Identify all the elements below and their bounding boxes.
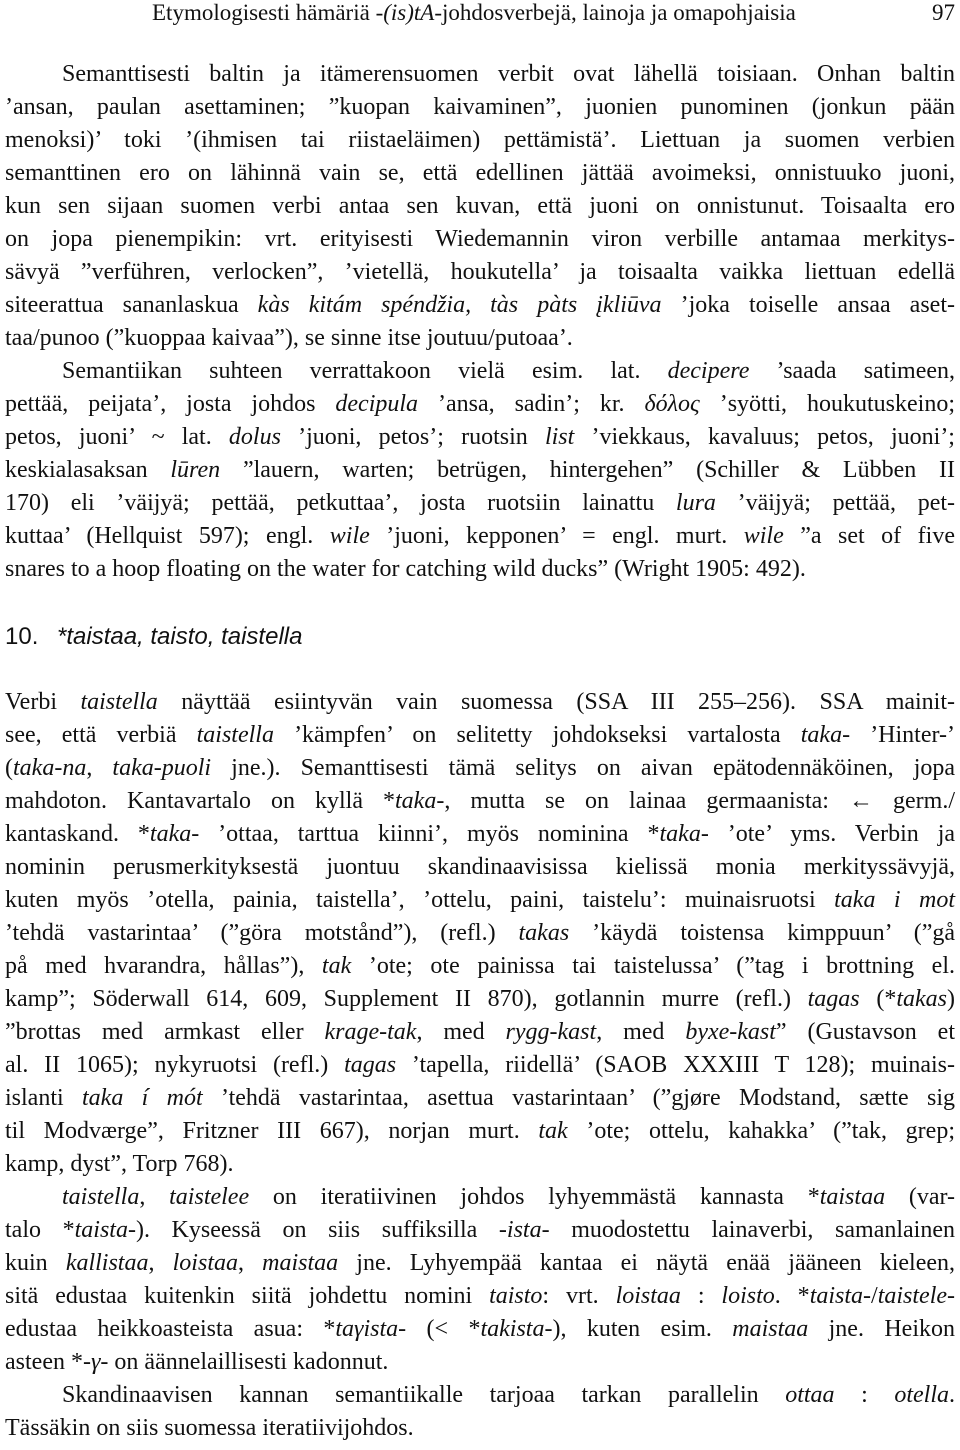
line-text: [5, 454, 955, 487]
text-line: [5, 520, 955, 553]
italic-term: taγista-: [335, 1316, 407, 1342]
text-run: nominin perusmerkityksestä juontuu skandinaavisissa kielissä monia merkityssävyjä,: [5, 854, 955, 880]
italic-term: taka-: [659, 821, 709, 847]
italic-term: tagas: [344, 1052, 397, 1078]
text-run: kun sen sijaan suomen verbi antaa sen kuvan, että juoni on onnistunut. Toisaalta ero: [5, 193, 955, 219]
text-line: [5, 190, 955, 223]
section-title: *taistaa, taisto, taistella: [57, 623, 303, 650]
italic-term: taistella: [80, 689, 158, 715]
text-line: [5, 1082, 955, 1115]
line-text: [5, 124, 955, 157]
italic-term: taka i mot: [834, 887, 955, 913]
italic-term: tak: [538, 1118, 568, 1144]
text-run: sävyä ”verführen, verlocken”, ’vietellä, houkutella’ ja toisaalta vaikka liettuan edellä: [5, 259, 955, 285]
italic-term: taistaa: [819, 1184, 886, 1210]
text-line: [5, 1115, 955, 1148]
text-line: [5, 355, 955, 388]
italic-term: wile: [329, 523, 370, 549]
paragraph: [5, 58, 955, 355]
text-run: keskialasaksan: [5, 457, 171, 483]
text-run: edustaa heikkoasteista asua: *: [5, 1316, 336, 1342]
text-run: asteen *: [5, 1349, 83, 1375]
text-run: pettää, peijata’, josta johdos: [5, 391, 336, 417]
line-text: [5, 289, 955, 322]
text-run: Semantiikan suhteen verrattakoon vielä esim. lat.: [62, 358, 668, 384]
text-run: ’ote’ yms. Verbin ja: [708, 821, 956, 847]
line-text: [5, 1280, 955, 1313]
text-run: ’ote; ote painissa tai taistelussa’ (”tag i brottning el.: [351, 953, 956, 979]
italic-term: taisto: [489, 1283, 543, 1309]
text-run: kuttaa’ (Hellquist 597); engl.: [5, 523, 330, 549]
italic-term: kallistaa: [65, 1250, 149, 1276]
italic-term: taka-puoli: [112, 755, 212, 781]
line-text: [62, 355, 955, 388]
text-run: petos, juoni’ ~ lat.: [5, 424, 229, 450]
text-run: ’syötti, houkutuskeino;: [699, 391, 955, 417]
line-text: [5, 752, 955, 785]
text-run: ’ansan, paulan asettaminen; ”kuopan kaivaminen”, juonien punominen (jonkun pään: [5, 94, 955, 120]
text-run: :: [834, 1382, 895, 1408]
text-run: kantaskand. *: [5, 821, 150, 847]
italic-term: taistella: [196, 722, 274, 748]
line-text: [5, 1049, 955, 1082]
italic-term: taistele-: [877, 1283, 956, 1309]
text-line: [5, 256, 955, 289]
text-run: al. II 1065); nykyruotsi (refl.): [5, 1052, 345, 1078]
text-line: [5, 983, 955, 1016]
italic-term: loistaa: [172, 1250, 238, 1276]
italic-term: -γ-: [82, 1349, 109, 1375]
text-run: Verbi: [5, 689, 81, 715]
line-text: [5, 785, 955, 818]
line-text: [5, 851, 955, 884]
italic-term: decipere: [667, 358, 750, 384]
text-run: kamp, dyst”, Torp 768).: [5, 1151, 234, 1177]
text-line: [5, 851, 955, 884]
text-line: [5, 1280, 955, 1313]
text-line: [5, 818, 955, 851]
text-run: ’tehdä vastarintaa’ (”göra motstånd”), (refl.): [5, 920, 519, 946]
text-run: semanttinen ero on lähinnä vain se, että edellinen jättää avoimeksi, onnistuuko juoni,: [5, 160, 955, 186]
text-run: , mutta se on lainaa germaanista: ← germ./: [444, 788, 955, 814]
line-text: [5, 256, 955, 289]
italic-term: rygg-kast: [505, 1019, 597, 1045]
text-run: jne.). Semanttisesti tämä selitys on aivan epätodennäköinen, jopa: [211, 755, 956, 781]
italic-term: tak: [321, 953, 352, 979]
text-run: (var-: [885, 1184, 955, 1210]
line-text: [5, 223, 955, 256]
text-run: : vrt.: [542, 1283, 616, 1309]
italic-term: takas: [518, 920, 570, 946]
text-line: [5, 1181, 955, 1214]
text-line: [5, 553, 955, 586]
text-run: kuin: [5, 1250, 66, 1276]
text-line: [5, 1346, 955, 1379]
text-run: ,: [86, 755, 113, 781]
text-run: (: [5, 755, 13, 781]
text-run: Etymologisesti hämäriä: [152, 0, 376, 25]
text-run: .: [949, 1382, 955, 1408]
text-run: ”lauern, warten; betrügen, hintergehen” (Schiller & Lübben II: [220, 457, 955, 483]
italic-term: taka-na: [13, 755, 87, 781]
italic-term: tagas: [807, 986, 860, 1012]
text-line: [5, 785, 955, 818]
italic-term: loisto: [721, 1283, 775, 1309]
text-line: [5, 1049, 955, 1082]
text-run: /: [871, 1283, 878, 1309]
text-run: ’väijyä; pettää, pet-: [715, 490, 955, 516]
text-run: , med: [416, 1019, 506, 1045]
text-line: [5, 124, 955, 157]
text-run: ’viekkaus, kavaluus; petos, juoni’;: [574, 424, 955, 450]
text-line: [5, 91, 955, 124]
italic-term: wile: [743, 523, 784, 549]
line-text: [62, 58, 955, 91]
italic-term: dolus: [228, 424, 281, 450]
text-line: [5, 1379, 955, 1412]
text-line: [5, 1313, 955, 1346]
text-run: ,: [148, 1250, 173, 1276]
line-text: [5, 1247, 955, 1280]
italic-term: taistelee: [169, 1184, 250, 1210]
page-number: 97: [932, 0, 955, 25]
italic-term: ottaa: [785, 1382, 835, 1408]
line-text: [5, 322, 573, 355]
text-run: ”a set of five: [783, 523, 955, 549]
section-number: 10.: [5, 623, 39, 650]
italic-term: taistella: [62, 1184, 140, 1210]
italic-term: takas: [896, 986, 947, 1012]
line-text: [5, 1412, 414, 1445]
text-line: [5, 289, 955, 322]
text-run: ), kuten esim.: [552, 1316, 733, 1342]
line-text: [62, 1181, 955, 1214]
text-run: ’joka toiselle ansaa aset-: [661, 292, 955, 318]
text-run: ): [947, 986, 955, 1012]
text-line: [5, 719, 955, 752]
text-line: [5, 454, 955, 487]
text-line: [5, 686, 955, 719]
text-run: jne. Heikon: [808, 1316, 955, 1342]
line-text: [5, 1148, 234, 1181]
text-run: ). Kyseessä on siis suffiksilla: [135, 1217, 499, 1243]
text-run: ’käydä toistensa kimppuun’ (”gå: [569, 920, 955, 946]
line-text: [5, 884, 955, 917]
paragraph: [5, 686, 955, 1181]
text-run: siteerattua sananlaskua: [5, 292, 258, 318]
text-line: [5, 157, 955, 190]
section-heading: [5, 620, 955, 653]
italic-term: taka-: [395, 788, 445, 814]
text-line: [5, 1247, 955, 1280]
text-run: taa/punoo (”kuoppaa kaivaa”), se sinne itse joutuu/putoaa’.: [5, 325, 573, 351]
line-text: [5, 917, 955, 950]
text-run: Skandinaavisen kannan semantiikalle tarjoaa tarkan parallelin: [62, 1382, 786, 1408]
line-text: [5, 157, 955, 190]
text-line: [5, 917, 955, 950]
italic-term: takista-: [480, 1316, 553, 1342]
text-line: [5, 950, 955, 983]
text-line: [5, 388, 955, 421]
text-run: ’saada satimeen,: [749, 358, 955, 384]
text-line: [5, 1148, 955, 1181]
text-run: (< *: [406, 1316, 481, 1342]
line-text: [5, 719, 955, 752]
italic-term: kàs kitám spéndžia, tàs pàts įkliūva: [257, 292, 662, 318]
text-run: kamp”; Söderwall 614, 609, Supplement II 870), gotlannin murre (refl.): [5, 986, 808, 1012]
text-line: [5, 58, 955, 91]
italic-term: maistaa: [262, 1250, 339, 1276]
text-line: [5, 322, 955, 355]
italic-term: krage-tak: [324, 1019, 417, 1045]
text-run: ’tapella, riidellä’ (SAOB XXXIII T 128); muinais-: [396, 1052, 955, 1078]
italic-term: loistaa: [615, 1283, 681, 1309]
line-text: [5, 1346, 388, 1379]
text-run: ’tehdä vastarintaa, asettua vastarintaan’ (”gjøre Modstand, sætte sig: [202, 1085, 955, 1111]
text-run: johdosverbejä, lainoja ja omapohjaisia: [442, 0, 796, 25]
running-title: [152, 0, 796, 26]
text-run: islanti: [5, 1085, 83, 1111]
paragraph: [5, 1379, 955, 1445]
running-header: [0, 0, 960, 26]
text-line: [5, 752, 955, 785]
text-run: ’juoni, petos’; ruotsin: [280, 424, 545, 450]
text-run: til Modværge”, Fritzner III 667), norjan murt.: [5, 1118, 539, 1144]
text-run: snares to a hoop floating on the water for catching wild ducks” (Wright 1905: 492).: [5, 556, 806, 582]
line-text: [62, 1379, 955, 1412]
text-run: ,: [237, 1250, 263, 1276]
text-run: see, että verbiä: [5, 722, 197, 748]
line-text: [5, 1115, 955, 1148]
line-text: [5, 983, 955, 1016]
text-line: [5, 421, 955, 454]
line-text: [5, 520, 955, 553]
line-text: [5, 1016, 955, 1049]
text-run: ” (Gustavson et: [775, 1019, 955, 1045]
line-text: [5, 553, 806, 586]
italic-term: taka-: [800, 722, 851, 748]
text-line: [5, 223, 955, 256]
text-run: näyttää esiintyvän vain suomessa (SSA III 255–256). SSA mainit-: [157, 689, 956, 715]
text-run: mahdoton. Kantavartalo on kyllä *: [5, 788, 395, 814]
text-line: [5, 1214, 955, 1247]
body-text: [5, 58, 955, 1445]
text-line: [5, 487, 955, 520]
italic-term: otella: [894, 1382, 949, 1408]
text-run: menoksi)’ toki ’(ihmisen tai riistaeläimen) pettämistä’. Liettuan ja suomen verbien: [5, 127, 955, 153]
text-run: ’ottaa, tarttua kiinni’, myös nominina *: [199, 821, 660, 847]
italic-term: decipula: [335, 391, 419, 417]
text-run: ’ansa, sadin’; kr.: [418, 391, 645, 417]
text-line: [5, 884, 955, 917]
text-run: ’Hinter-’: [850, 722, 956, 748]
text-run: på med hvarandra, hållas”),: [5, 953, 322, 979]
line-text: [5, 1313, 955, 1346]
text-run: kuten myös ’otella, painia, taistella’, ’ottelu, paini, taistelu’: muinaisruotsi: [5, 887, 835, 913]
italic-term: byxe-kast: [685, 1019, 776, 1045]
italic-term: taista-: [74, 1217, 136, 1243]
text-run: Tässäkin on siis suomessa iteratiivijohdos.: [5, 1415, 414, 1441]
paragraph: [5, 1181, 955, 1379]
italic-term: -ista-: [498, 1217, 550, 1243]
text-run: on jopa pienempikin: vrt. erityisesti Wiedemannin viron verbille antamaa merkitys-: [5, 226, 955, 252]
italic-term: maistaa: [732, 1316, 809, 1342]
italic-term: δόλος: [644, 391, 700, 417]
paragraph: [5, 355, 955, 586]
italic-term: list: [544, 424, 575, 450]
line-text: [5, 487, 955, 520]
text-line: [5, 1412, 955, 1445]
italic-term: taista-: [809, 1283, 872, 1309]
text-run: muodostettu lainaverbi, samanlainen: [549, 1217, 955, 1243]
italic-term: lura: [675, 490, 716, 516]
text-run: 170) eli ’väijyä; pettää, petkuttaa’, josta ruotsiin lainattu: [5, 490, 676, 516]
text-run: ’kämpfen’ on selitetty johdokseksi vartalosta: [273, 722, 801, 748]
text-run: jne. Lyhyempää kantaa ei näytä enää jääneen kieleen,: [338, 1250, 956, 1276]
text-run: . *: [774, 1283, 810, 1309]
line-text: [5, 1214, 955, 1247]
line-text: [5, 388, 955, 421]
line-text: [5, 190, 955, 223]
italic-term: taka-: [149, 821, 200, 847]
line-text: [5, 686, 955, 719]
text-run: :: [680, 1283, 722, 1309]
italic-term: -(is)tA-: [375, 0, 442, 25]
text-run: ”brottas med armkast eller: [5, 1019, 325, 1045]
line-text: [5, 818, 955, 851]
text-run: sitä edustaa kuitenkin siitä johdettu nomini: [5, 1283, 490, 1309]
text-run: ,: [139, 1184, 170, 1210]
text-run: (*: [859, 986, 897, 1012]
text-run: on äännelaillisesti kadonnut.: [108, 1349, 389, 1375]
text-run: , med: [596, 1019, 686, 1045]
line-text: [5, 421, 955, 454]
text-line: [5, 1016, 955, 1049]
line-text: [5, 1082, 955, 1115]
text-run: ’ote; ottelu, kahakka’ (”tak, grep;: [567, 1118, 955, 1144]
italic-term: lūren: [170, 457, 221, 483]
text-run: on iteratiivinen johdos lyhyemmästä kannasta *: [249, 1184, 820, 1210]
line-text: [5, 91, 955, 124]
text-run: talo *: [5, 1217, 75, 1243]
italic-term: taka í mót: [82, 1085, 203, 1111]
text-run: Semanttisesti baltin ja itämerensuomen verbit ovat lähellä toisiaan. Onhan baltin: [62, 61, 955, 87]
text-run: ’juoni, kepponen’ = engl. murt.: [369, 523, 744, 549]
line-text: [5, 950, 955, 983]
